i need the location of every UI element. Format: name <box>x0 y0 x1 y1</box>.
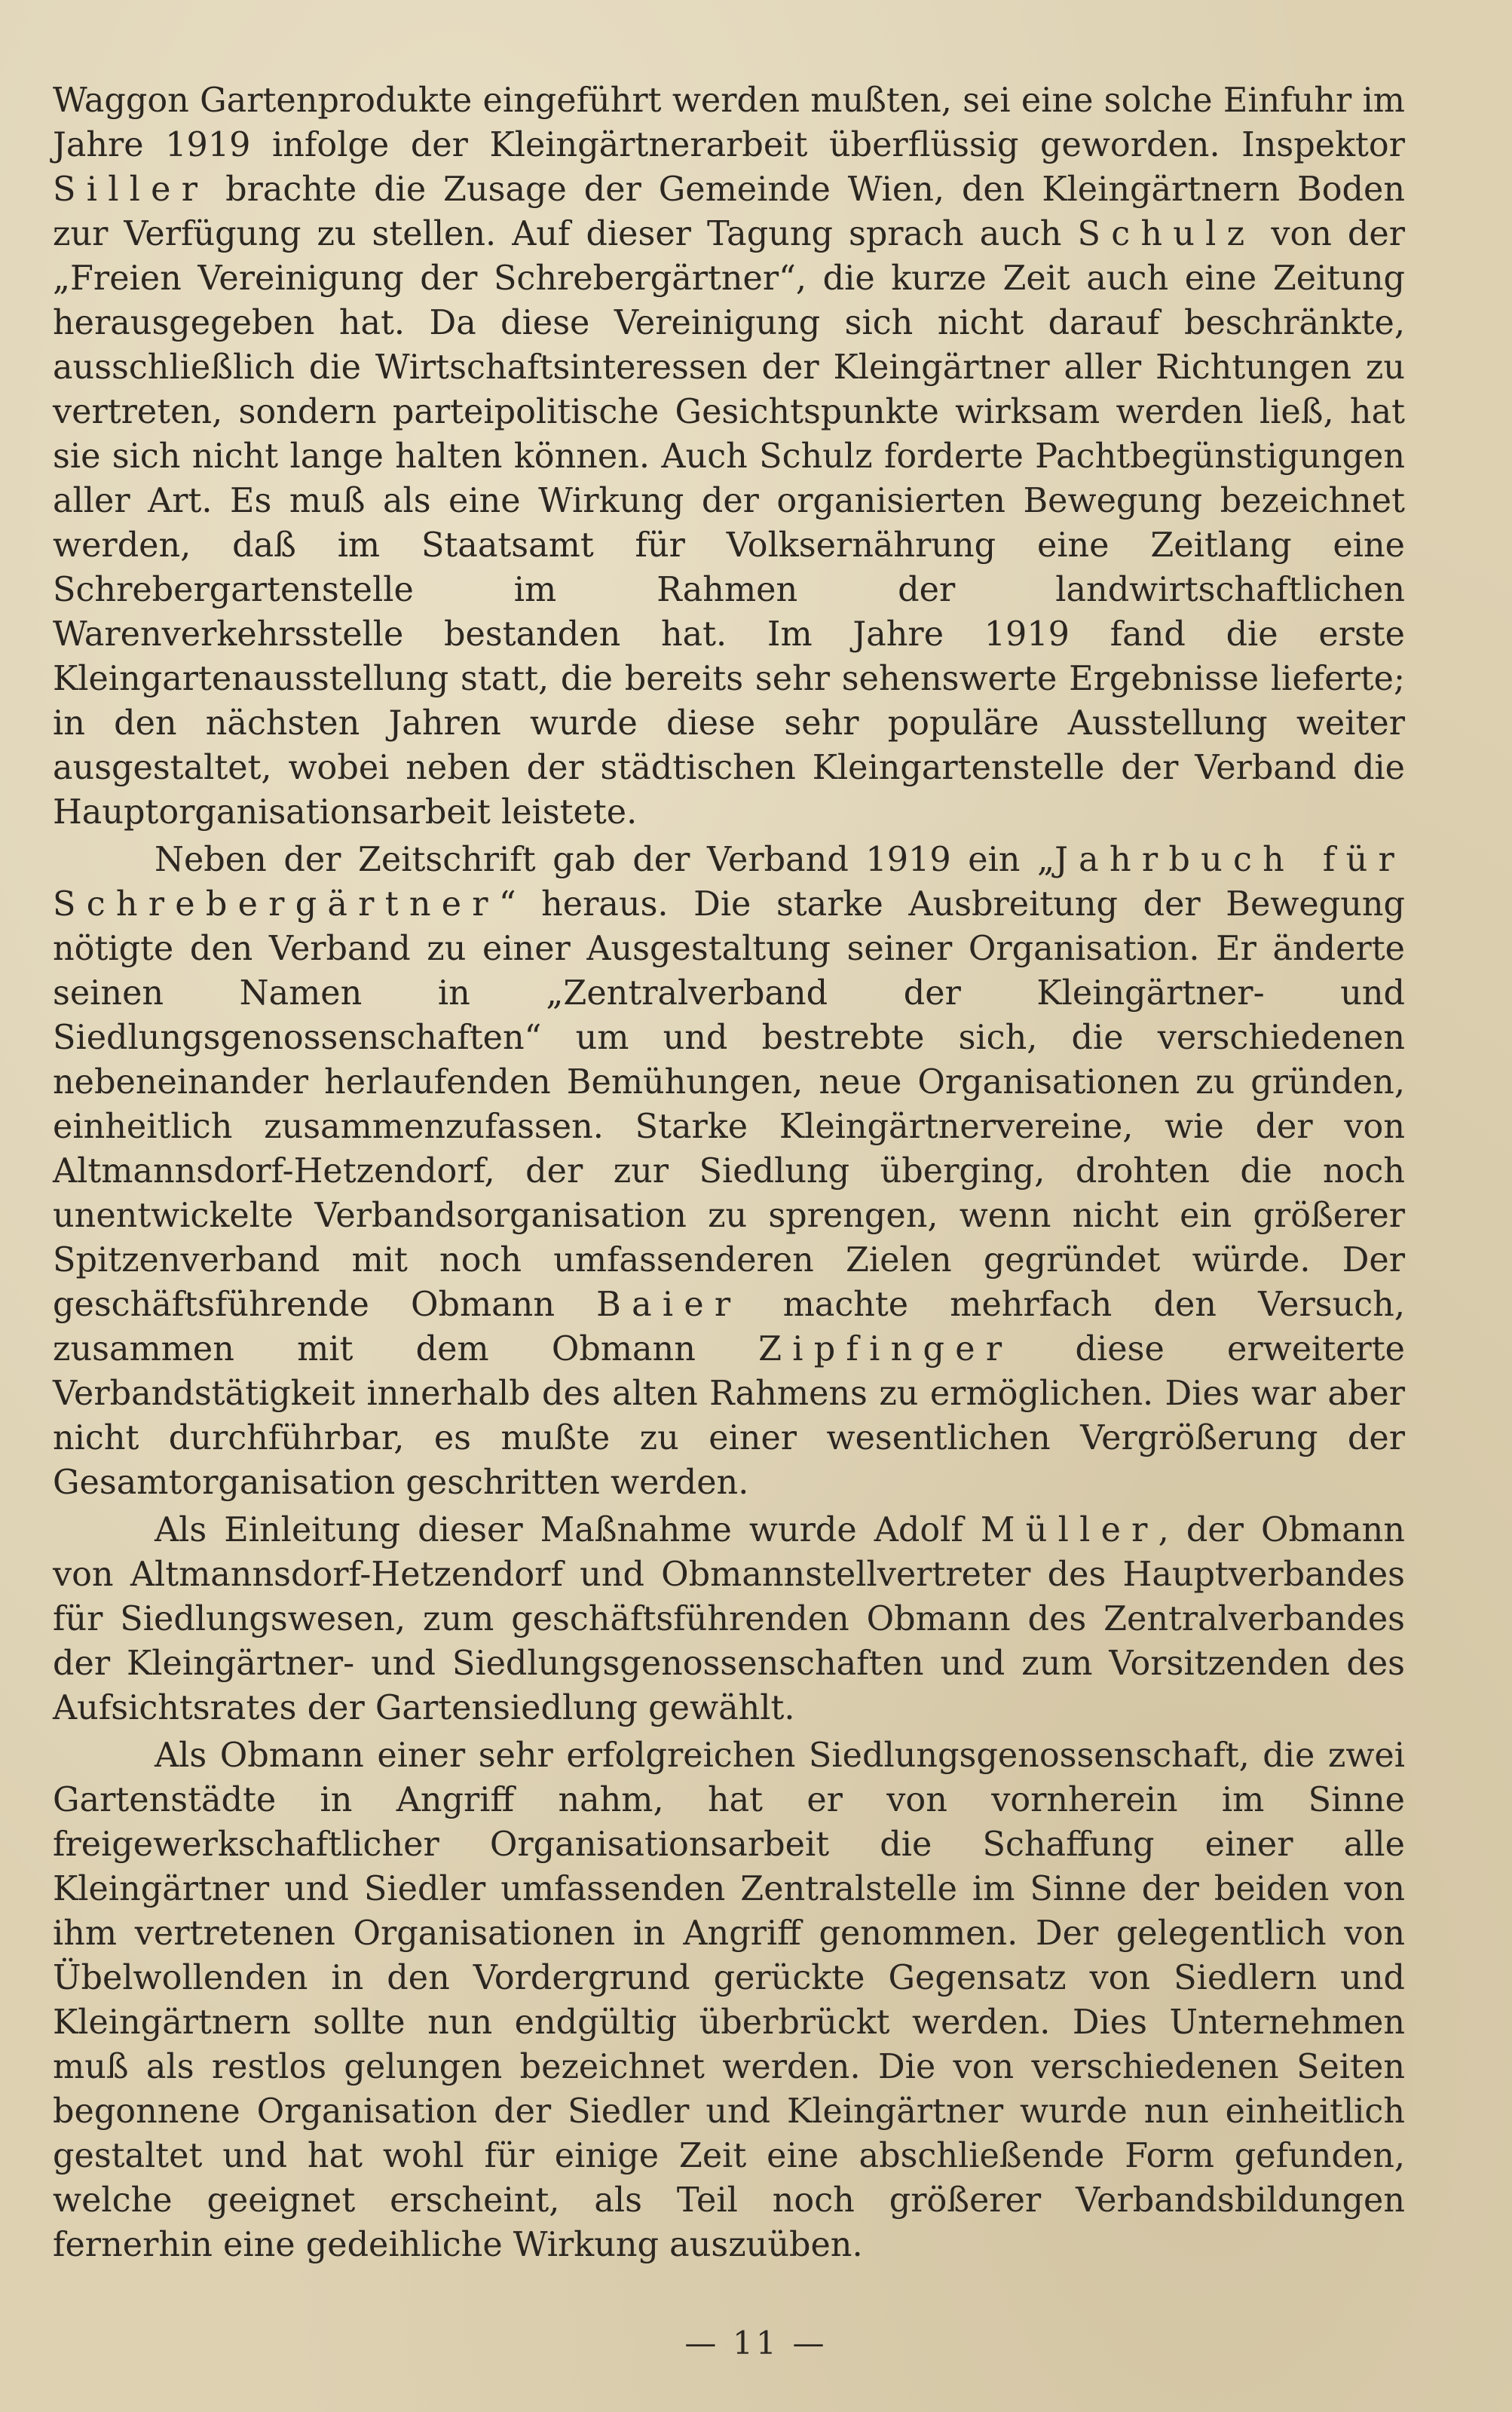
body-text <box>53 78 1405 2267</box>
text-segment: von der „Freien Vereinigung der Schrebergärtner“, die kurze Zeit auch eine Zeitung herausgegeben hat. Da diese Vereinigung sich nicht darauf beschränkte, ausschließlich die Wirtschaftsinteressen der Kleingärtner aller Richtungen zu vertreten, sondern parteipolitische Gesichtspunkte wirksam werden ließ, hat sie sich nicht lange halten können. Auch Schulz forderte Pachtbegünstigungen aller Art. Es muß als eine Wirkung der organisierten Bewegung bezeichnet werden, daß im Staatsamt für Volksernährung eine Zeitlang eine Schrebergartenstelle im Rahmen der landwirtschaftlichen Warenverkehrsstelle bestanden hat. Im Jahre 1919 fand die erste Kleingartenausstellung statt, die bereits sehr sehenswerte Ergebnisse lieferte; in den nächsten Jahren wurde diese sehr populäre Ausstellung weiter ausgestaltet, wobei neben der städtischen Kleingartenstelle der Verband die Hauptorganisationsarbeit leistete. <box>53 215 1405 832</box>
text-segment: “ heraus. Die starke Ausbreitung der Bewegung nötigte den Verband zu einer Ausgestaltung seiner Organisation. Er änderte seinen Namen in „Zentralverband der Kleingärtner- und Siedlungsgenossenschaften“ um und bestrebte sich, die verschiedenen nebeneinander herlaufenden Bemühungen, neue Organisationen zu gründen, einheitlich zusammenzufassen. Starke Kleingärtnervereine, wie der von Altmannsdorf-Hetzendorf, der zur Siedlung überging, drohten die noch unentwickelte Verbandsorganisation zu sprengen, wenn nicht ein größerer Spitzenverband mit noch umfassenderen Zielen gegründet würde. Der geschäftsführende Obmann <box>53 885 1405 1324</box>
spaced-title-jahrbuch: Jahrbuch für Schrebergärtner <box>53 841 1405 924</box>
text-segment: Als Einleitung dieser Maßnahme wurde Adolf <box>155 1511 981 1549</box>
text-segment: diese erweiterte Verbandstätigkeit innerhalb des alten Rahmens zu ermöglichen. Dies war aber nicht durchführbar, es mußte zu einer wesentlichen Vergrößerung der Gesamtorganisation geschritten werden. <box>53 1330 1405 1502</box>
text-segment: , der Obmann von Altmannsdorf-Hetzendorf und Obmannstellvertreter des Hauptverbandes für Siedlungswesen, zum geschäftsführenden Obmann des Zentralverbandes der Kleingärtner- und Siedlungsgenossenschaften und zum Vorsitzenden des Aufsichtsrates der Gartensiedlung gewählt. <box>53 1511 1405 1727</box>
text-segment: Neben der Zeitschrift gab der Verband 1919 ein „ <box>155 841 1055 879</box>
text-segment: brachte die Zusage der Gemeinde Wien, den Kleingärtnern Boden zur Verfügung zu stellen. Auf dieser Tagung sprach auch <box>53 170 1405 253</box>
spaced-name-siller: Siller <box>53 170 209 209</box>
paragraph-4 <box>53 1733 1405 2267</box>
paragraph-3 <box>53 1508 1405 1730</box>
spaced-name-schulz: Schulz <box>1077 215 1256 253</box>
spaced-name-baier: Baier <box>596 1286 742 1324</box>
page-number: — 11 — <box>684 2325 828 2361</box>
text-segment: machte mehrfach den Versuch, zusammen mit dem Obmann <box>53 1286 1405 1368</box>
paragraph-2 <box>53 838 1405 1505</box>
paragraph-1 <box>53 78 1405 835</box>
spaced-name-mueller: Müller <box>980 1511 1158 1549</box>
text-segment: Als Obmann einer sehr erfolgreichen Siedlungsgenossenschaft, die zwei Gartenstädte in Angriff nahm, hat er von vornherein im Sinne freigewerkschaftlicher Organisationsarbeit die Schaffung einer alle Kleingärtner und Siedler umfassenden Zentralstelle im Sinne der beiden von ihm vertretenen Organisationen in Angriff genommen. Der gelegentlich von Übelwollenden in den Vordergrund gerückte Gegensatz von Siedlern und Kleingärtnern sollte nun endgültig überbrückt werden. Dies Unternehmen muß als restlos gelungen bezeichnet werden. Die von verschiedenen Seiten begonnene Organisation der Siedler und Kleingärtner wurde nun einheitlich gestaltet und hat wohl für einige Zeit eine abschließende Form gefunden, welche geeignet erscheint, als Teil noch größerer Verbandsbildungen fernerhin eine gedeihliche Wirkung auszuüben. <box>53 1736 1405 2264</box>
spaced-name-zipfinger: Zipfinger <box>758 1330 1013 1368</box>
text-segment: Waggon Gartenprodukte eingeführt werden mußten, sei eine solche Einfuhr im Jahre 1919 infolge der Kleingärtnerarbeit überflüssig geworden. Inspektor <box>53 81 1405 164</box>
